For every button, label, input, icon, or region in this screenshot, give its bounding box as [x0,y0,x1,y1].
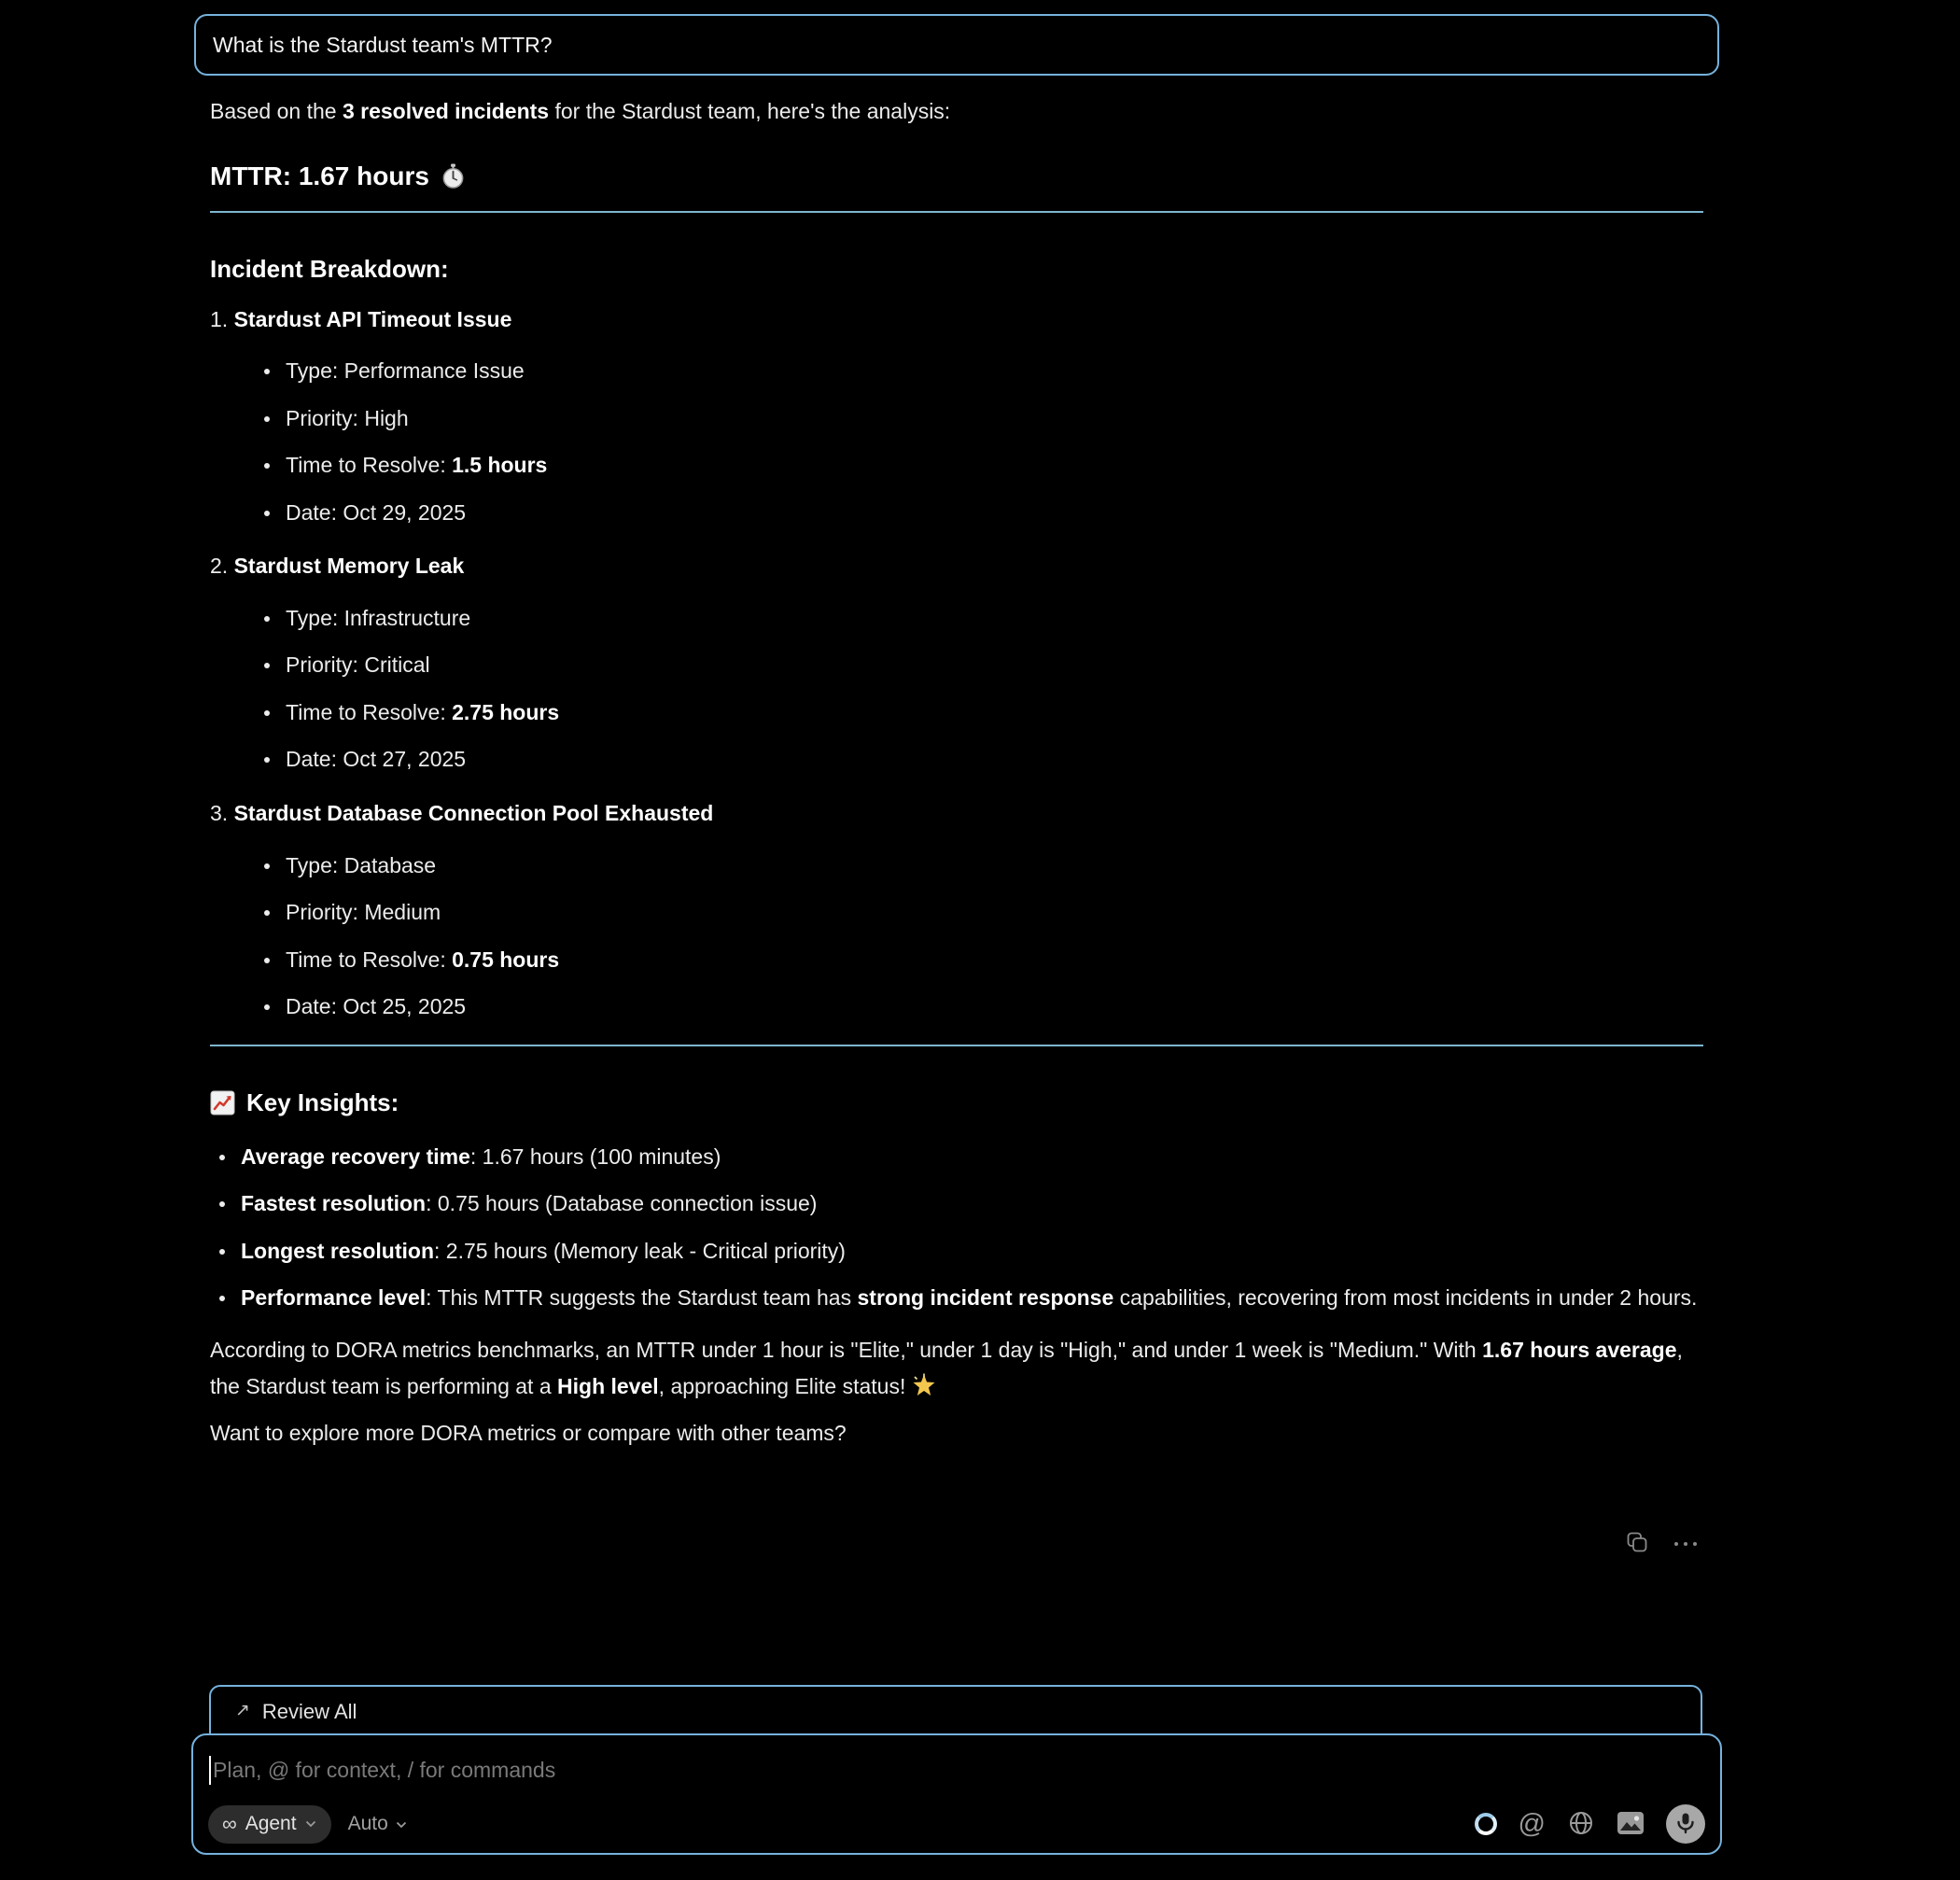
mention-context-button[interactable] [1518,1808,1546,1839]
user-message-bubble[interactable] [194,14,1719,76]
incident-detail: Time to Resolve: 2.75 hours [210,694,1703,732]
insight-item: Average recovery time: 1.67 hours (100 minutes) [210,1139,1703,1176]
incident-detail: Type: Infrastructure [210,600,1703,638]
prompt-input[interactable] [209,1756,555,1785]
copy-button[interactable] [1626,1531,1648,1556]
incident-detail: Priority: Critical [210,647,1703,684]
progress-ring-icon[interactable] [1475,1813,1497,1835]
closing-question: Want to explore more DORA metrics or compare with other teams? [210,1421,847,1446]
assistant-message [210,82,1703,1452]
mttr-heading: MTTR: 1.67 hours [210,161,1703,192]
stopwatch-emoji [441,163,466,189]
incident-title: 2. Stardust Memory Leak [210,554,465,579]
insight-item: Performance level: This MTTR suggests the Stardust team has strong incident response capabilities, recovering from most incidents in under 2 hours. [210,1280,1703,1317]
prompt-placeholder: Plan, @ for context, / for commands [213,1758,556,1782]
incident-detail: Date: Oct 27, 2025 [210,741,1703,779]
chevron-down-icon [305,1817,316,1831]
mode-label: Agent [245,1812,297,1834]
chart-increasing-emoji [210,1090,235,1115]
voice-input-button[interactable] [1666,1804,1705,1844]
model-label: Auto [347,1813,388,1834]
at-icon: @ [1518,1808,1546,1839]
incident-detail: Date: Oct 29, 2025 [210,495,1703,532]
more-options-button[interactable] [1674,1542,1697,1546]
incident-detail-list [210,600,1703,779]
incident-detail: Priority: Medium [210,894,1703,932]
image-icon [1617,1811,1645,1838]
insight-item: Longest resolution: 2.75 hours (Memory leak - Critical priority) [210,1233,1703,1270]
model-selector-auto[interactable] [348,1813,407,1835]
incident-detail-list [210,353,1703,531]
text-cursor [209,1756,211,1785]
glowing-star-emoji [912,1373,936,1397]
incident-title: 3. Stardust Database Connection Pool Exhausted [210,801,714,826]
insight-item: Fastest resolution: 0.75 hours (Database connection issue) [210,1186,1703,1223]
attach-image-button[interactable] [1617,1811,1645,1838]
divider [210,1045,1703,1046]
infinity-icon: ∞ [222,1811,237,1835]
user-message-text: What is the Stardust team's MTTR? [213,32,553,57]
incident-detail: Priority: High [210,400,1703,438]
ellipsis-icon [1674,1542,1697,1546]
intro-paragraph: Based on the 3 resolved incidents for the Stardust team, here's the analysis: [210,99,951,123]
incident-detail: Time to Resolve: 0.75 hours [210,942,1703,979]
incident-detail: Type: Performance Issue [210,353,1703,390]
incident-detail: Type: Database [210,848,1703,885]
composer-controls [208,1804,1705,1844]
arrow-up-right-icon: ↗ [235,1701,250,1720]
incident-breakdown-heading: Incident Breakdown: [210,254,449,283]
globe-icon [1567,1809,1595,1840]
incident-detail-list [210,848,1703,1026]
dora-paragraph: According to DORA metrics benchmarks, an MTTR under 1 hour is "Elite," under 1 day is "High," and under 1 week is "Medium." With 1.67 hours average, the Stardust team is performing at a High level, approaching Elite status! [210,1337,1683,1399]
incident-detail: Time to Resolve: 1.5 hours [210,447,1703,484]
mode-selector-agent[interactable] [208,1805,331,1844]
incident-list [210,302,1703,1026]
review-all-label: Review All [261,1700,357,1723]
copy-icon [1626,1531,1648,1556]
web-search-button[interactable] [1567,1809,1595,1840]
prompt-input-box[interactable] [191,1733,1722,1855]
key-insights-heading: Key Insights: [210,1087,1703,1118]
message-actions [1626,1531,1697,1556]
incident-detail: Date: Oct 25, 2025 [210,989,1703,1026]
chevron-down-icon [396,1817,407,1831]
microphone-icon [1675,1812,1696,1837]
incident-title: 1. Stardust API Timeout Issue [210,306,512,331]
divider [210,211,1703,213]
key-insights-list [210,1139,1703,1317]
